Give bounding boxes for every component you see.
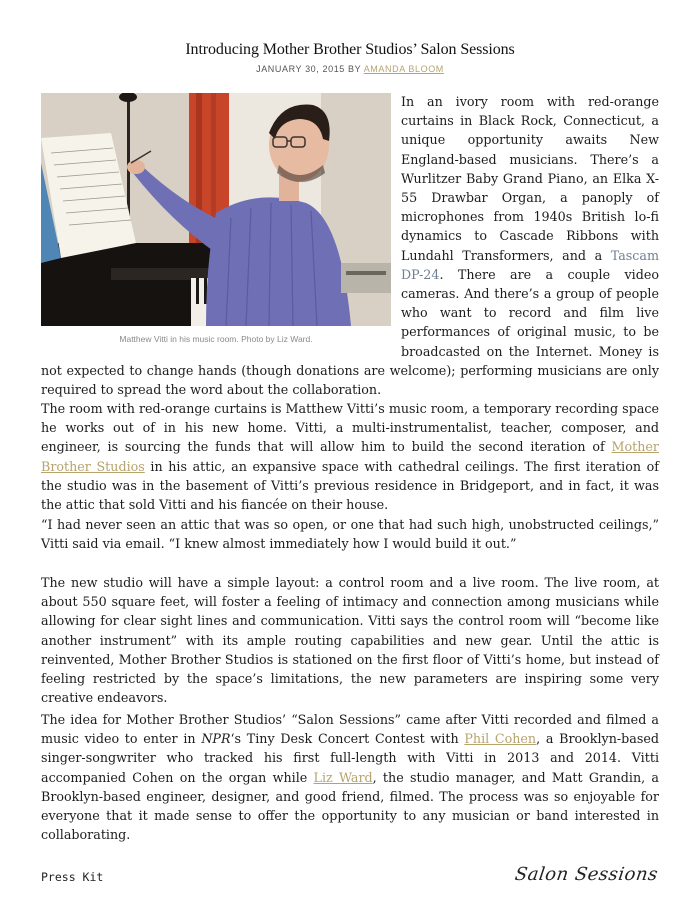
article-paragraph-1 [41,92,659,399]
article-paragraph-2 [41,399,659,514]
mother-brother-studios-link[interactable]: Mother Brother Studios [41,439,659,474]
phil-cohen-link[interactable]: Phil Cohen [464,731,537,747]
npr-text: NPR [201,731,231,747]
footer-press-kit: Press Kit [41,870,104,884]
article-paragraph-4 [41,573,659,707]
article-meta [0,64,700,74]
by-label: BY [348,64,362,74]
p5-text-c: , a Brooklyn-based singer-songwriter who tracked his first full-length with Vitti in 2013 and 2014. Vitti accompanied Cohen on the organ while [41,731,660,785]
image-float-space [41,92,401,346]
article-date: JANUARY 30, 2015 [256,64,345,74]
article-title: Introducing Mother Brother Studios’ Salon Sessions [185,41,515,58]
tascam-link[interactable]: Tascam DP-24 [401,247,659,282]
liz-ward-link[interactable]: Liz Ward [313,769,373,785]
p1-text-a: In an ivory room with red-orange curtains in Black Rock, Connecticut, a unique opportunity awaits New England-based musicians. There’s a Wurlitzer Baby Grand Piano, an Elka X-55 Drawbar Organ, a panoply of microphones from 1940s British lo-fi dynamics to Cascade Ribbons with Lundahl Transformers, and a [401,94,659,263]
paragraph-text [41,399,659,514]
paragraph-text: “I had never seen an attic that was so open, or one that had such high, unobstructed ceilings,” Vitti said via email. “I knew almost immediately how I would build it out.” [41,517,659,552]
p1-text-b: . There are a couple video cameras. And there’s a group of people who want to record and film live performances of original music, to be broadcasted on the Internet. Money is not expected to change hands (though donations are welcome); performing musicians are only required to spread the word about the collaboration. [41,266,659,398]
p5-text-d: , the studio manager, and Matt Grandin, a Brooklyn-based engineer, designer, and good friend, filmed. The process was so enjoyable for everyone that it made sense to offer the opportunity to any musician or band interested in collaborating. [41,769,659,843]
p2-text-b: in his attic, an expansive space with cathedral ceilings. The first iteration of the studio was in the basement of Vitti’s previous residence in Bridgeport, and in fact, it was the attic that sold Vitti and his fiancée on their house. [41,458,659,513]
paragraph-text [41,710,659,844]
article-paragraph-5 [41,710,659,844]
paragraph-text: The new studio will have a simple layout: a control room and a live room. The live room, at about 550 square feet, will foster a feeling of intimacy and connection among musicians while allowing for clear sight lines and communication. Vitti says the control room will “become like another instrument” with its ample routing capabilities and new gear. Until the attic is reinvented, Mother Brother Studios is stationed on the first floor of Vitti’s home, but instead of feeling restricted by the space’s limitations, the new parameters are inspiring some very creative endeavors. [41,575,659,706]
p5-text-a: The idea for Mother Brother Studios’ “Salon Sessions” came after Vitti recorded and filmed a music video to enter in [41,712,659,747]
article-paragraph-3 [41,515,659,553]
footer-logo: Salon Sessions [513,864,660,885]
author-link[interactable]: AMANDA BLOOM [363,64,444,74]
photo-caption: Matthew Vitti in his music room. Photo by Liz Ward. [119,334,313,344]
p5-text-b: ‘s Tiny Desk Concert Contest with [230,731,459,747]
p2-text-a: The room with red-orange curtains is Matthew Vitti’s music room, a temporary recording space he works out of in his new home. Vitti, a multi-instrumentalist, teacher, composer, and engineer, is sourcing the funds that will allow him to build the second iteration of [41,401,659,455]
